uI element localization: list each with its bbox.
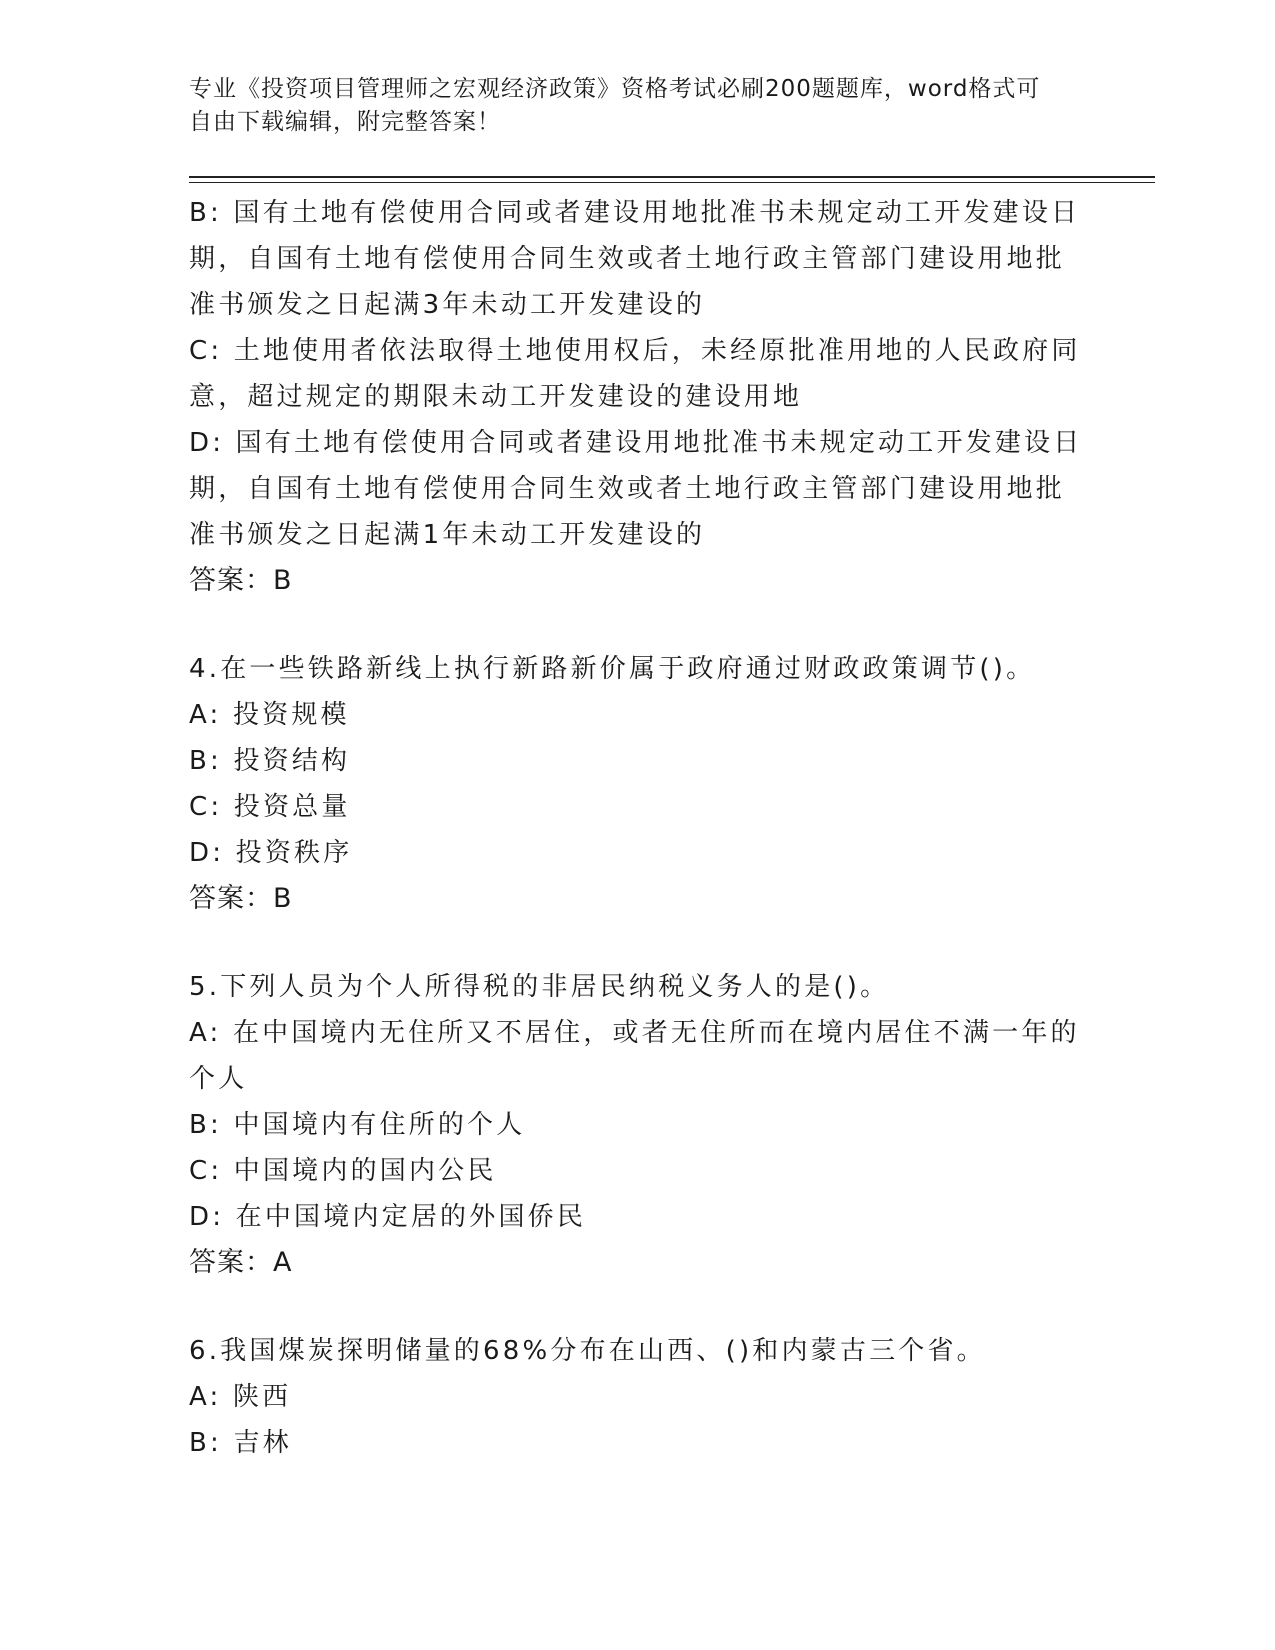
q6-option-a: A: 陕西 <box>189 1382 292 1412</box>
q3-option-b-line-3: 准书颁发之日起满3年未动工开发建设的 <box>189 290 706 320</box>
q3-option-d-line-3: 准书颁发之日起满1年未动工开发建设的 <box>189 520 706 550</box>
q5-stem: 5.下列人员为个人所得税的非居民纳税义务人的是()。 <box>189 972 890 1002</box>
spacer <box>189 604 1079 646</box>
q5-option-a-line-1: A: 在中国境内无住所又不居住，或者无住所而在境内居住不满一年的 <box>189 1018 1080 1048</box>
spacer <box>189 922 1079 964</box>
q3-option-d-line-1: D: 国有土地有偿使用合同或者建设用地批准书未规定动工开发建设日 <box>189 428 1083 458</box>
q3-option-c-line-1: C: 土地使用者依法取得土地使用权后，未经原批准用地的人民政府同 <box>189 336 1081 366</box>
q6-option-b: B: 吉林 <box>189 1428 292 1458</box>
q4-stem: 4.在一些铁路新线上执行新路新价属于政府通过财政政策调节()。 <box>189 654 1036 684</box>
q5-answer: 答案：A <box>189 1247 293 1278</box>
document-header <box>189 73 1069 139</box>
header-title-line-2: 自由下载编辑，附完整答案！ <box>189 109 501 135</box>
q4-option-c: C: 投资总量 <box>189 792 351 822</box>
question-5 <box>189 964 1079 1286</box>
q5-option-b: B: 中国境内有住所的个人 <box>189 1110 526 1140</box>
q4-option-b: B: 投资结构 <box>189 746 351 776</box>
header-divider-thin <box>189 182 1155 183</box>
q4-answer: 答案：B <box>189 883 293 914</box>
question-6 <box>189 1328 1079 1466</box>
q3-answer: 答案：B <box>189 565 293 596</box>
spacer <box>189 1286 1079 1328</box>
q5-option-d: D: 在中国境内定居的外国侨民 <box>189 1202 587 1232</box>
question-4 <box>189 646 1079 922</box>
q4-option-d: D: 投资秩序 <box>189 838 353 868</box>
q3-option-c-line-2: 意，超过规定的期限未动工开发建设的建设用地 <box>189 382 803 412</box>
q6-stem: 6.我国煤炭探明储量的68%分布在山西、()和内蒙古三个省。 <box>189 1336 986 1366</box>
q3-option-b-line-1: B: 国有土地有偿使用合同或者建设用地批准书未规定动工开发建设日 <box>189 198 1081 228</box>
question-content <box>189 190 1083 1466</box>
q4-option-a: A: 投资规模 <box>189 700 350 730</box>
q5-option-c: C: 中国境内的国内公民 <box>189 1156 497 1186</box>
q5-option-a-line-2: 个人 <box>189 1064 248 1094</box>
q3-option-b-line-2: 期，自国有土地有偿使用合同生效或者土地行政主管部门建设用地批 <box>189 244 1066 274</box>
question-3 <box>189 190 1083 604</box>
header-title-line-1: 专业《投资项目管理师之宏观经济政策》资格考试必刷200题题库，word格式可 <box>189 76 1041 102</box>
q3-option-d-line-2: 期，自国有土地有偿使用合同生效或者土地行政主管部门建设用地批 <box>189 474 1066 504</box>
header-divider-thick <box>189 176 1155 178</box>
